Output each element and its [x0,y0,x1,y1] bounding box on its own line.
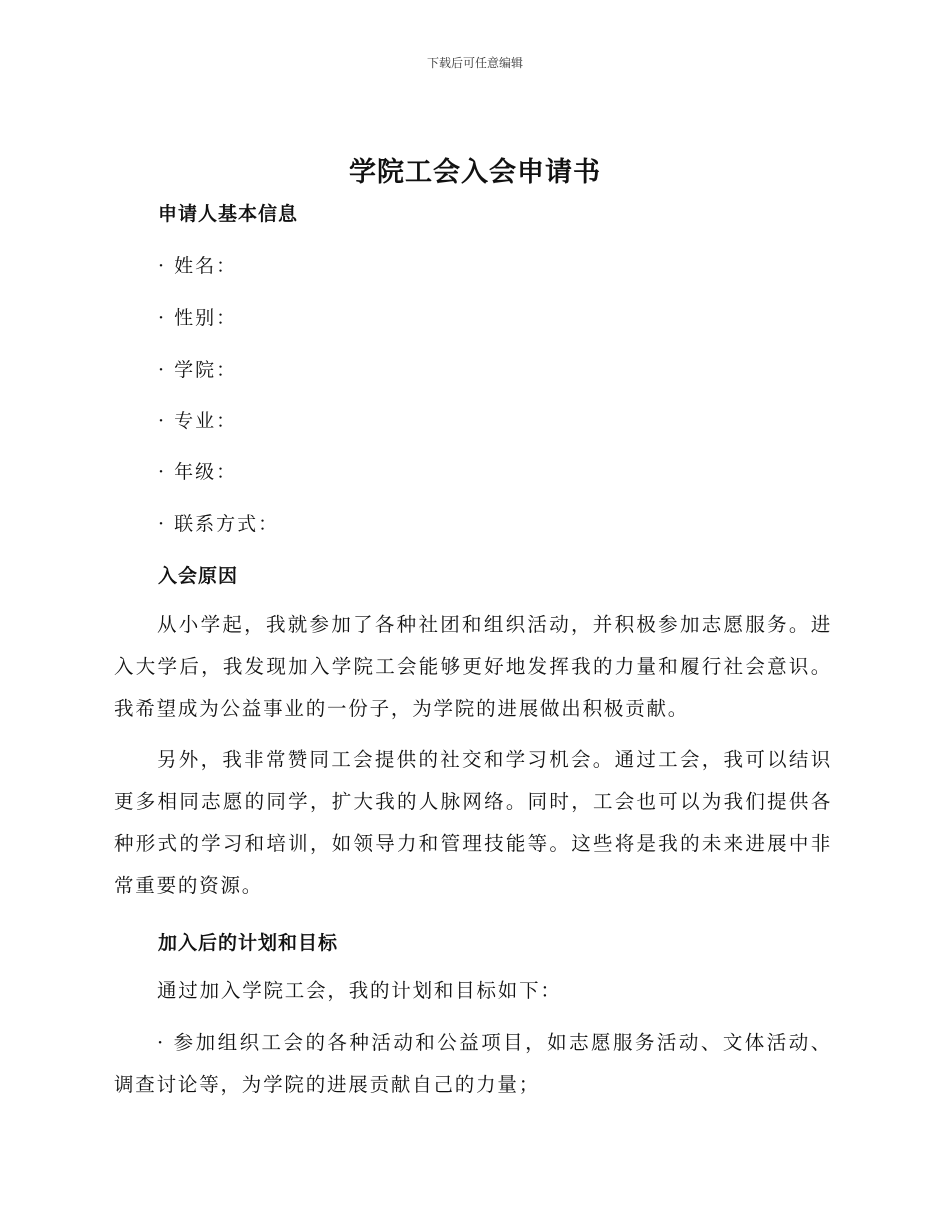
page-header-note: 下载后可任意编辑 [426,56,523,70]
plan-intro: 通过加入学院工会，我的计划和目标如下： [157,979,562,1002]
field-gender: · 性别： [158,307,238,329]
reason-paragraph-1: 从小学起，我就参加了各种社团和组织活动，并积极参加志愿服务。进入大学后，我发现加入学院工会能够更好地发挥我的力量和履行社会意识。我希望成为公益事业的一份子，为学院的进展做出积极贡献。 [114,613,832,720]
section-heading-basic-info: 申请人基本信息 [158,203,299,225]
section-heading-reason: 入会原因 [158,565,239,587]
document-title: 学院工会入会申请书 [349,157,601,188]
section-heading-plan: 加入后的计划和目标 [158,932,339,954]
field-grade: · 年级： [158,461,238,483]
field-contact: · 联系方式： [158,513,280,535]
plan-item-1: · 参加组织工会的各种活动和公益项目，如志愿服务活动、文体活动、调查讨论等，为学院的进展贡献自己的力量； [114,1031,832,1096]
reason-paragraph-2: 另外，我非常赞同工会提供的社交和学习机会。通过工会，我可以结识更多相同志愿的同学，扩大我的人脉网络。同时，工会也可以为我们提供各种形式的学习和培训，如领导力和管理技能等。这些将是我的未来进展中非常重要的资源。 [114,748,832,897]
field-college: · 学院： [158,359,238,381]
field-name: · 姓名： [158,255,238,277]
field-major: · 专业： [158,410,238,432]
